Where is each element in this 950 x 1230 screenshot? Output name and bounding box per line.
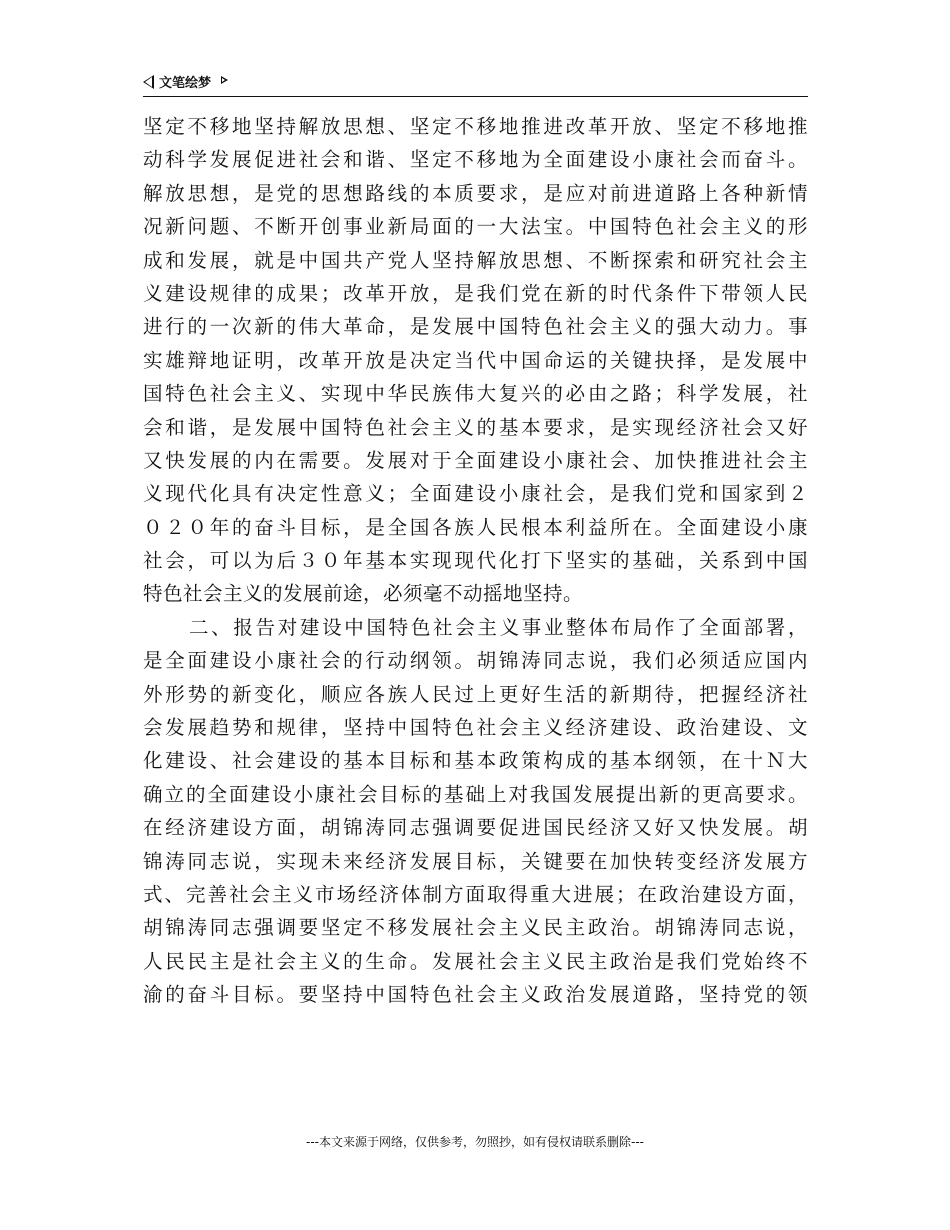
text-line: 国特色社会主义、实现中华民族伟大复兴的必由之路；科学发展，社 [143,382,808,406]
text-line: 进行的一次新的伟大革命，是发展中国特色社会主义的强大动力。事 [143,315,808,339]
text-line: 解放思想，是党的思想路线的本质要求，是应对前进道路上各种新情 [143,181,808,205]
text-line: 会发展趋势和规律，坚持中国特色社会主义经济建设、政治建设、文 [143,716,808,740]
text-line: 在经济建设方面，胡锦涛同志强调要促进国民经济又好又快发展。胡 [143,816,808,840]
text-line: 成和发展，就是中国共产党人坚持解放思想、不断探索和研究社会主 [143,248,808,272]
right-triangle-icon [221,76,228,84]
text-line: 会和谐，是发展中国特色社会主义的基本要求，是实现经济社会又好 [143,415,808,439]
document-body [143,110,808,1012]
text-line: 人民民主是社会主义的生命。发展社会主义民主政治是我们党始终不 [143,949,808,973]
text-line: ０２０年的奋斗目标，是全国各族人民根本利益所在。全面建设小康 [143,515,808,539]
text-line: 确立的全面建设小康社会目标的基础上对我国发展提出新的更高要求。 [143,782,808,806]
text-line: 实雄辩地证明，改革开放是决定当代中国命运的关键抉择，是发展中 [143,348,808,372]
text-line: 坚定不移地坚持解放思想、坚定不移地推进改革开放、坚定不移地推 [143,115,808,138]
brand-logo [143,72,228,91]
text-line: 渝的奋斗目标。要坚持中国特色社会主义政治发展道路，坚持党的领 [143,983,808,1007]
text-line: 义建设规律的成果；改革开放，是我们党在新的时代条件下带领人民 [143,281,808,305]
footer-notice: ---本文来源于网络，仅供参考，勿照抄，如有侵权请联系删除--- [306,1135,644,1149]
text-line: 社会，可以为后３０年基本实现现代化打下坚实的基础，关系到中国 [143,549,808,573]
left-triangle-icon [143,75,154,89]
text-line: 锦涛同志说，实现未来经济发展目标，关键要在加快转变经济发展方 [143,849,808,873]
text-line: 特色社会主义的发展前途，必须毫不动摇地坚持。 [143,582,584,606]
text-line: 又快发展的内在需要。发展对于全面建设小康社会、加快推进社会主 [143,448,808,472]
text-line: 外形势的新变化，顺应各族人民过上更好生活的新期待，把握经济社 [143,682,808,706]
text-line: 化建设、社会建设的基本目标和基本政策构成的基本纲领，在十Ｎ大 [143,749,808,773]
text-line: 动科学发展促进社会和谐、坚定不移地为全面建设小康社会而奋斗。 [143,148,808,172]
text-line: 式、完善社会主义市场经济体制方面取得重大进展；在政治建设方面， [143,882,808,906]
text-line: 胡锦涛同志强调要坚定不移发展社会主义民主政治。胡锦涛同志说， [143,916,808,940]
text-line: 是全面建设小康社会的行动纲领。胡锦涛同志说，我们必须适应国内 [143,649,808,673]
text-line: 义现代化具有决定性意义；全面建设小康社会，是我们党和国家到２ [143,482,808,506]
page-header [143,70,808,97]
text-line: 况新问题、不断开创事业新局面的一大法宝。中国特色社会主义的形 [143,215,808,239]
brand-name: 文笔绘梦 [159,76,212,91]
text-line: 二、报告对建设中国特色社会主义事业整体布局作了全面部署， [189,615,808,639]
